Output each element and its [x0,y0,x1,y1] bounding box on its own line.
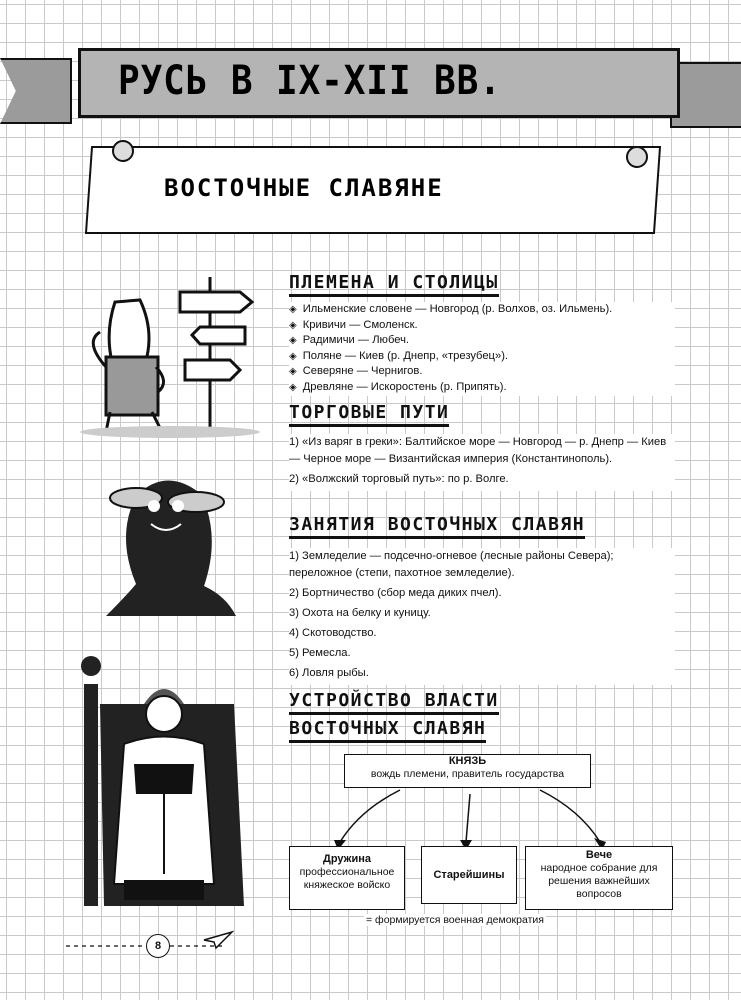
cat-with-fish-illustration [96,466,246,624]
man-signpost-illustration [70,272,270,442]
diagram-box-title: Дружина [323,853,371,865]
paper-plane-icon [202,930,234,950]
section-heading-power-line1: УСТРОЙСТВО ВЛАСТИ [289,690,499,715]
section-heading-power-line2: ВОСТОЧНЫХ СЛАВЯН [289,718,486,743]
diagram-footer: = формируется военная демократия [366,914,544,926]
section-heading-occupations: ЗАНЯТИЯ ВОСТОЧНЫХ СЛАВЯН [289,514,585,539]
list-item: 2) Бортничество (сбор меда диких пчел). [289,587,502,599]
page-number: 8 [146,934,170,958]
diagram-box-desc: вождь племени, правитель государства [370,768,565,780]
pushpin-icon [626,146,648,168]
list-item: ◈ Поляне — Киев (р. Днепр, «трезубец»). [289,349,675,365]
diagram-box-veche [525,846,673,910]
prince-on-throne-illustration [74,644,254,912]
list-item: 4) Скотоводство. [289,627,377,639]
section-heading-trade: ТОРГОВЫЕ ПУТИ [289,402,449,427]
section-title: ВОСТОЧНЫЕ СЛАВЯНЕ [164,174,444,202]
diagram-box-title: КНЯЗЬ [448,755,487,767]
list-item: 1) Земледелие — подсечно-огневое (лесные районы Севера); переложное (степи, пахотное земледелие). [289,550,614,579]
header-ribbon-left-tail [0,58,72,124]
diagram-box-desc: профессиональное княжеское войско [299,866,395,891]
diagram-box-title: Старейшины [433,869,505,881]
list-item: 5) Ремесла. [289,647,351,659]
diagram-box-prince [344,754,591,788]
tribes-list [289,302,675,396]
section-heading-tribes: ПЛЕМЕНА И СТОЛИЦЫ [289,272,499,297]
list-item: ◈ Радимичи — Любеч. [289,333,675,349]
list-item: ◈ Ильменские словене — Новгород (р. Волхов, оз. Ильмень). [289,302,675,318]
list-item: ◈ Северяне — Чернигов. [289,364,675,380]
header-ribbon-right-tail [670,62,741,128]
pushpin-icon [112,140,134,162]
list-item: ◈ Кривичи — Смоленск. [289,318,675,334]
diagram-box-elders [421,846,517,904]
list-item: 1) «Из варяг в греки»: Балтийское море — Новгород — р. Днепр — Киев — Черное море — Византийская империя (Константинополь). [289,436,667,465]
diagram-box-title: Вече [585,849,613,861]
list-item: 3) Охота на белку и куницу. [289,607,431,619]
list-item: ◈ Древляне — Искоростень (р. Припять). [289,380,675,396]
occupations-list [289,548,675,685]
diagram-box-druzhina [289,846,405,910]
diagram-box-desc: народное собрание для решения важнейших вопросов [540,862,658,900]
list-item: 2) «Волжский торговый путь»: по р. Волге. [289,473,509,485]
page-title: РУСЬ В IX-XII ВВ. [118,58,502,104]
list-item: 6) Ловля рыбы. [289,667,369,679]
trade-list [289,434,675,491]
